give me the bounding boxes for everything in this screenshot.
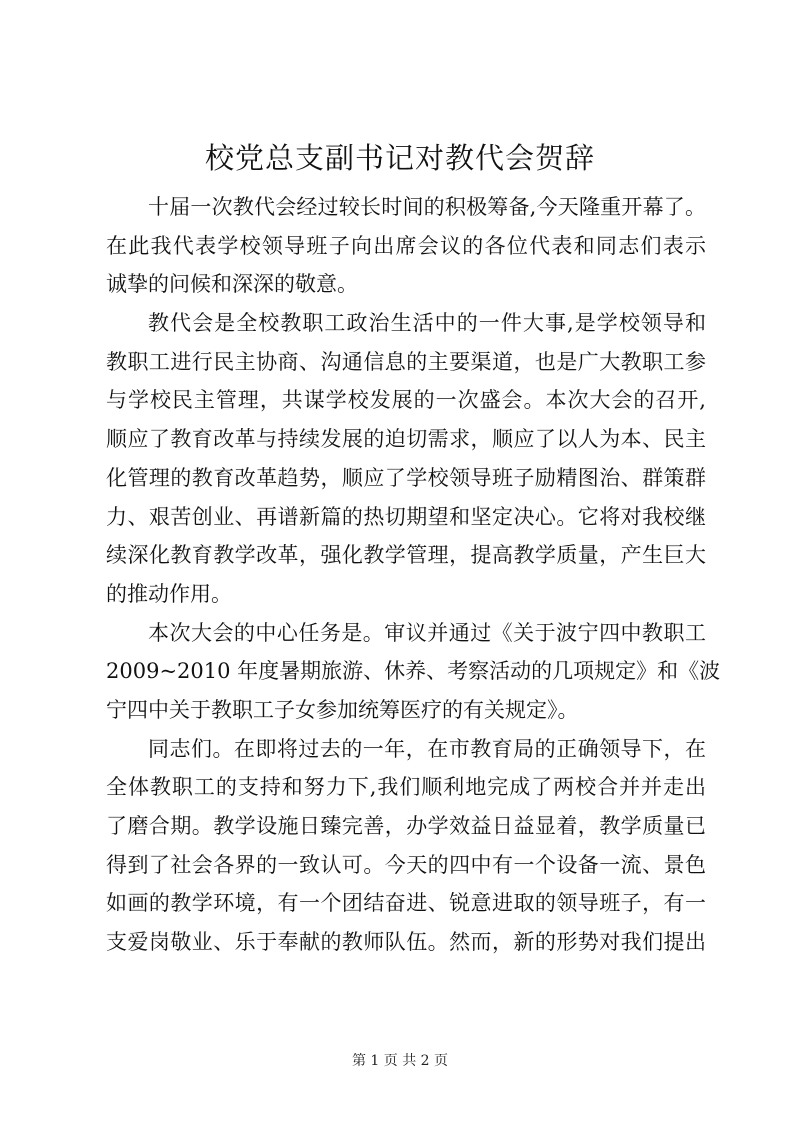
paragraph — [106, 614, 721, 730]
text-line: 诚挚的问候和深深的敬意。 — [106, 272, 358, 297]
paragraph — [106, 188, 706, 304]
text-line: 本次大会的中心任务是。审议并通过《关于波宁四中教职工 — [148, 620, 706, 645]
page-title: 校党总支副书记对教代会贺辞 — [204, 141, 595, 175]
text-line: 的推动作用。 — [106, 581, 232, 606]
text-line: 教代会是全校教职工政治生活中的一件大事,是学校领导和 — [148, 311, 706, 336]
text-line: 宁四中关于教职工子女参加统筹医疗的有关规定》。 — [106, 697, 579, 722]
page-footer — [0, 1051, 800, 1071]
page-indicator: 第 1 页 共 2 页 — [351, 1053, 449, 1069]
paragraph — [106, 730, 706, 962]
text-line: 如画的教学环境，有一个团结奋进、锐意进取的领导班子，有一 — [106, 891, 706, 916]
text-line: 得到了社会各界的一致认可。今天的四中有一个设备一流、景色 — [106, 852, 706, 877]
text-line: 力、艰苦创业、再谱新篇的热切期望和坚定决心。它将对我校继 — [106, 504, 706, 529]
paragraph — [106, 304, 706, 614]
text-line: 在此我代表学校领导班子向出席会议的各位代表和同志们表示 — [106, 233, 706, 258]
text-line: 支爱岗敬业、乐于奉献的教师队伍。然而，新的形势对我们提出 — [106, 930, 706, 955]
text-line: 化管理的教育改革趋势，顺应了学校领导班子励精图治、群策群 — [106, 465, 706, 490]
text-line: 2009~2010 年度暑期旅游、休养、考察活动的几项规定》和《波 — [106, 659, 721, 684]
text-line: 同志们。在即将过去的一年，在市教育局的正确领导下，在 — [148, 736, 706, 761]
text-line: 续深化教育教学改革，强化教学管理，提高教学质量，产生巨大 — [106, 543, 706, 568]
text-line: 全体教职工的支持和努力下,我们顺利地完成了两校合并并走出 — [106, 775, 706, 800]
text-line: 了磨合期。教学设施日臻完善，办学效益日益显着，教学质量已 — [106, 814, 706, 838]
text-line: 与学校民主管理，共谋学校发展的一次盛会。本次大会的召开, — [106, 388, 706, 413]
text-line: 教职工进行民主协商、沟通信息的主要渠道，也是广大教职工参 — [106, 349, 706, 374]
text-line: 十届一次教代会经过较长时间的积极筹备,今天隆重开幕了。 — [148, 195, 706, 219]
text-line: 顺应了教育改革与持续发展的迫切需求，顺应了以人为本、民主 — [106, 427, 706, 452]
document-body — [106, 188, 721, 962]
